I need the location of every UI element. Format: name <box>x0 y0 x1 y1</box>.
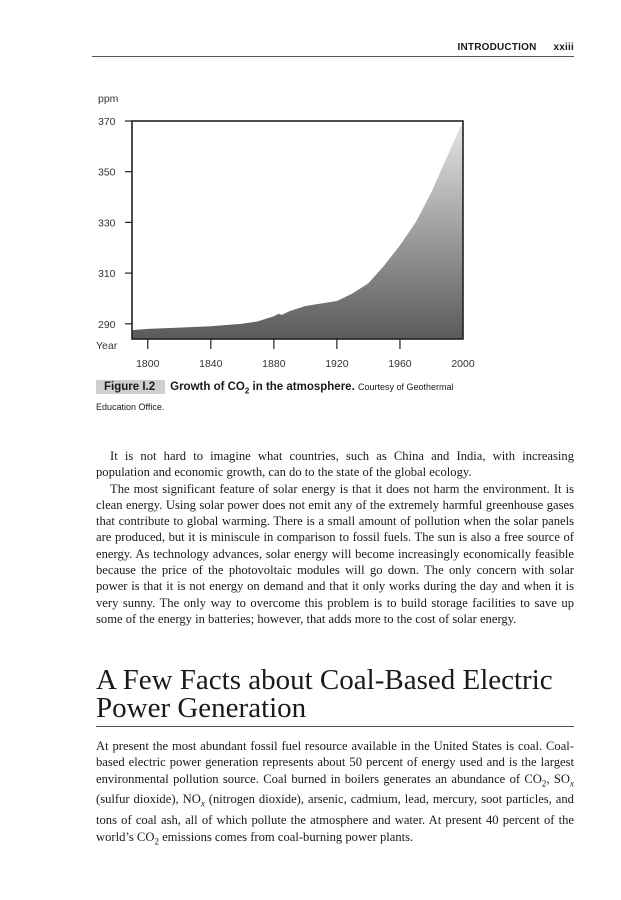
y-tick-label: 370 <box>98 116 116 128</box>
page-number: xxiii <box>553 42 574 53</box>
section-heading: A Few Facts about Coal-Based Electric Power Generation <box>96 666 574 727</box>
y-tick-label: 350 <box>98 166 116 179</box>
x-tick-label: 1960 <box>388 358 412 370</box>
body-text-lower <box>96 738 574 849</box>
x-axis-label: Year <box>96 340 118 352</box>
paragraph: It is not hard to imagine what countries, such as China and India, with increasing population and economic growth, can do to the state of the global ecology. <box>96 449 574 480</box>
x-tick-label: 1800 <box>136 358 160 370</box>
paragraph: The most significant feature of solar energy is that it does not harm the environment. It is clean energy. Using solar power does not emit any of the extremely harmful greenhouse gases that contribute to global warming. There is a small amount of pollution when the solar panels are produced, but it is miniscule in comparison to fossil fuels. The sun is also a free source of energy. As technology advances, solar energy will become increasingly economically feasible because the price of the photovoltaic modules will go down. The only concern with solar power is that it is not energy on demand and that it only works during the day and when it is very sunny. The only way to overcome this problem is to build storage facilities to save up some of the energy in batteries; however, that adds more to the cost of solar energy. <box>96 481 574 626</box>
body-text-upper <box>96 448 574 627</box>
paragraph: At present the most abundant fossil fuel resource available in the United States is coal. Coal-based electric power generation represents about 50 percent of energy used and is the largest environmental pollution source. Coal burned in boilers generates an abundance of $CO_2$, $SO_x$ (sulfur dioxide), $NO_x$ (nitrogen dioxide), arsenic, cadmium, lead, mercury, soot particles, and tons of coal ash, all of which pollute the atmosphere and water. At present 40 percent of the world’s $CO_2$ emissions comes from coal-burning power plants. <box>96 739 574 847</box>
y-tick-label: 290 <box>98 318 116 331</box>
figure-title: Growth of $CO_2$ in the atmosphere. <box>170 381 355 396</box>
y-tick-label: 310 <box>98 268 116 281</box>
running-head-section: INTRODUCTION <box>457 42 537 53</box>
x-tick-label: 1840 <box>199 358 223 370</box>
co2-area-series <box>132 121 463 339</box>
figure-caption <box>96 379 496 415</box>
figure-credit: Courtesy of Geothermal Education Office. <box>96 382 454 413</box>
x-tick-label: 1880 <box>262 358 286 370</box>
y-axis-label: ppm <box>98 93 119 105</box>
co2-growth-chart <box>0 0 621 375</box>
figure-label: Figure I.2 <box>96 380 165 394</box>
y-tick-label: 330 <box>98 217 116 230</box>
x-tick-label: 2000 <box>451 358 475 370</box>
x-tick-label: 1920 <box>325 358 349 370</box>
